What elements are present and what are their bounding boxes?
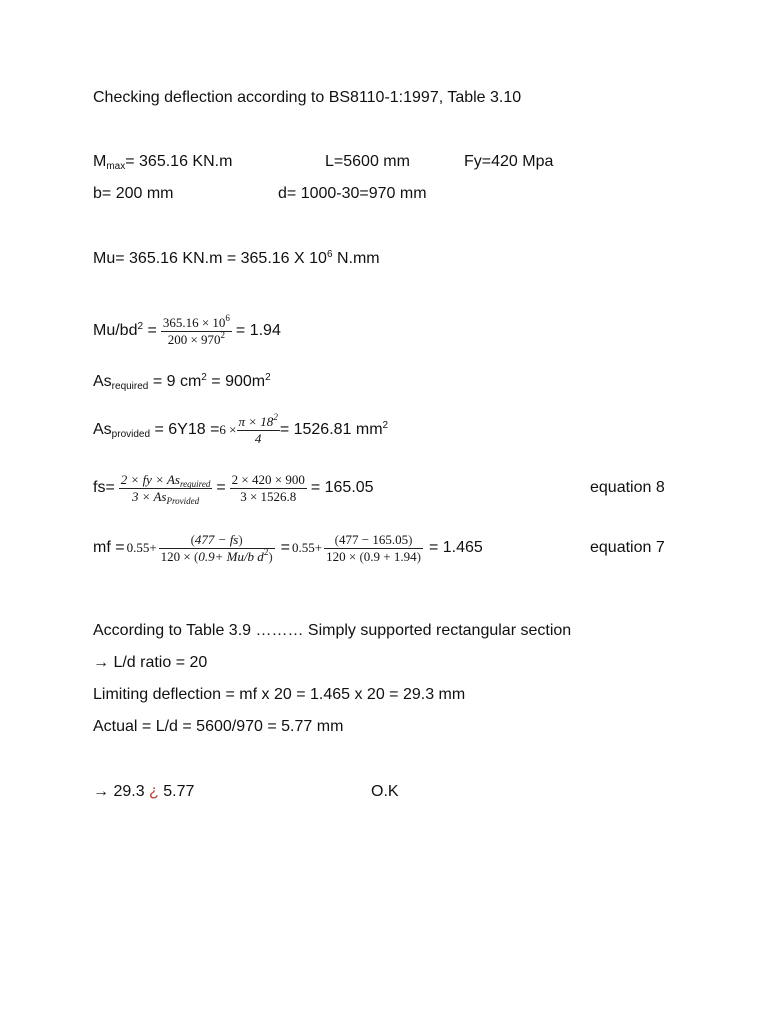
fs-num-symbolic: 2 × fy × As (120, 471, 180, 487)
as-required-mm: = 900m (206, 373, 266, 390)
mubd2-line (93, 313, 281, 349)
mf-den-numeric: 0.9 + 1.94 (363, 548, 417, 564)
mf-equation-ref: equation 7 (590, 539, 665, 556)
mmax-symbol: M (93, 153, 107, 170)
fs-den-symbolic: 3 × As (131, 488, 167, 504)
as-provided-result: = 1526.81 mm (279, 421, 383, 438)
d-value: d= 1000-30=970 mm (278, 185, 427, 202)
mu-text: Mu= 365.16 KN.m = 365.16 X 10 (93, 250, 327, 267)
mubd2-num-exp: 6 (225, 312, 230, 323)
as-provided-sub: provided (111, 429, 151, 440)
as-provided-numerator: π × 18 (238, 413, 274, 429)
mf-fraction-symbolic: $\frac{(477 - fs)}{120 \times (0.9+ Mu/b d^2)}$ (160, 531, 273, 564)
mubd2-den-exp: 2 (220, 329, 226, 340)
fs-result: = 165.05 (310, 479, 374, 496)
check-line (93, 782, 194, 802)
fs-fraction-numeric (230, 472, 307, 505)
mubd2-result: = 1.94 (235, 322, 281, 339)
mubd2-label: Mu/bd (93, 322, 138, 339)
mf-den-exp: 2 (263, 546, 269, 557)
as-required-exp1: 2 (201, 372, 207, 383)
mf-den-coef: 120 × (160, 548, 194, 564)
check-verdict: O.K (371, 783, 399, 800)
mf-constant-1: 0.55+ (126, 540, 157, 555)
as-provided-denominator: 4 (254, 430, 262, 446)
limiting-deflection: Limiting deflection = mf x 20 = 1.465 x 20 = 29.3 mm (93, 686, 466, 703)
fs-label: fs= (93, 479, 115, 496)
document-title: Checking deflection according to BS8110-1:1997, Table 3.10 (93, 89, 522, 106)
mf-num-symbolic: 477 − fs (194, 531, 239, 547)
mf-fraction-numeric: $\frac{(477 - 165.05)}{120 \times (0.9 + 1.94)}$ (326, 531, 421, 564)
check-right: 5.77 (163, 783, 195, 800)
mf-num-numeric: 477 − 165.05 (338, 531, 409, 547)
fs-den-sub: Provided (166, 495, 200, 506)
mubd2-label-exp: 2 (137, 321, 144, 332)
fs-eq: = (216, 479, 226, 496)
as-required-symbol: As (93, 373, 112, 390)
as-required-line (93, 372, 271, 392)
mubd2-fraction (161, 312, 232, 348)
fs-line (93, 469, 374, 507)
as-required-cm: = 9 cm (148, 373, 202, 390)
fs-num-numeric: 2 × 420 × 900 (231, 471, 305, 487)
actual-deflection: Actual = L/d = 5600/970 = 5.77 mm (93, 718, 344, 735)
fy-value: Fy=420 Mpa (464, 153, 554, 170)
mf-den-numeric-coef: 120 × (326, 548, 360, 564)
as-provided-symbol: As (93, 421, 112, 438)
fs-fraction-symbolic (119, 472, 213, 505)
mu-exponent: 6 (326, 249, 333, 260)
check-symbol: ¿ (149, 783, 159, 800)
as-provided-coef: 6 × (219, 422, 237, 437)
check-left: → 29.3 (93, 783, 145, 800)
mmax-subscript: max (106, 161, 126, 172)
mmax-value: = 365.16 KN.m (125, 153, 233, 170)
b-value: b= 200 mm (93, 185, 174, 202)
length-value: L=5600 mm (325, 153, 410, 170)
as-provided-result-exp: 2 (382, 420, 389, 431)
as-provided-fraction (237, 411, 280, 447)
table-reference: According to Table 3.9 ……… Simply supported rectangular section (93, 622, 572, 639)
as-provided-line (93, 412, 388, 448)
mf-constant-2: 0.55+ (292, 540, 323, 555)
mf-eq: = (280, 539, 290, 556)
as-provided-text: = 6Y18 = (150, 421, 220, 438)
mu-line (93, 249, 380, 269)
fs-num-sub: required (180, 478, 211, 489)
mubd2-numerator: 365.16 × 10 (162, 314, 226, 330)
as-provided-num-exp: 2 (273, 411, 278, 422)
mf-den-symbolic: 0.9+ Mu/b d (198, 548, 264, 564)
as-required-exp2: 2 (265, 372, 271, 383)
mmax-line (93, 152, 232, 172)
mubd2-denominator: 200 × 970 (167, 331, 221, 347)
mf-result: = 1.465 (428, 539, 483, 556)
as-required-sub: required (111, 381, 149, 392)
mubd2-eq: = (143, 322, 157, 339)
fs-equation-ref: equation 8 (590, 479, 665, 496)
mf-label: mf = (93, 539, 125, 556)
mf-line (93, 528, 483, 568)
ld-ratio: → L/d ratio = 20 (93, 654, 208, 671)
mu-unit: N.mm (332, 250, 380, 267)
fs-den-numeric: 3 × 1526.8 (240, 488, 297, 504)
